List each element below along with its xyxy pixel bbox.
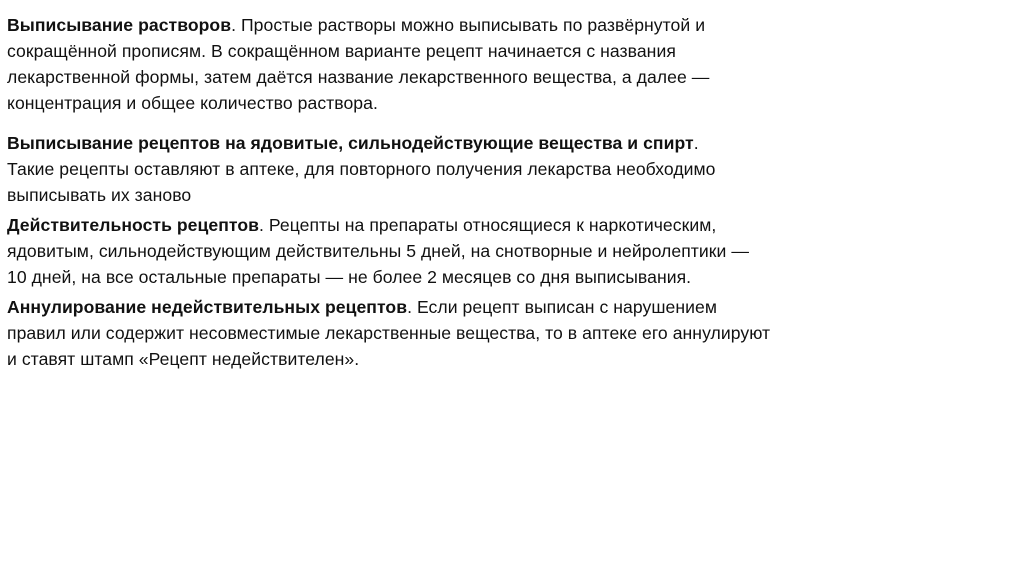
paragraph-heading: Выписывание рецептов на ядовитые, сильнодействующие вещества и спирт	[7, 133, 694, 153]
paragraph-heading: Выписывание растворов	[7, 15, 232, 35]
paragraph-cancellation	[7, 294, 777, 372]
paragraph-text: . Рецепты на препараты относящиеся к наркотическим, ядовитым, сильнодействующим действительны 5 дней, на снотворные и нейролептики — 10 дней, на все остальные препараты — не более 2 месяцев со дня выписывания.	[7, 215, 749, 287]
paragraph-validity	[7, 212, 767, 290]
paragraph-heading: Действительность рецептов	[7, 215, 259, 235]
slide-content	[7, 12, 777, 372]
paragraph-solutions	[7, 12, 752, 116]
paragraph-heading: Аннулирование недействительных рецептов	[7, 297, 408, 317]
paragraph-text: . Простые растворы можно выписывать по развёрнутой и сокращённой прописям. В сокращённом варианте рецепт начинается с названия лекарственной формы, затем даётся название лекарственного вещества, а далее — концентрация и общее количество раствора.	[7, 15, 710, 113]
paragraph-text: . Такие рецепты оставляют в аптеке, для повторного получения лекарства необходимо выписывать их заново	[7, 133, 716, 205]
paragraph-poisonous-substances	[7, 130, 732, 208]
paragraph-text: . Если рецепт выписан с нарушением правил или содержит несовместимые лекарственные вещества, то в аптеке его аннулируют и ставят штамп «Рецепт недействителен».	[7, 297, 771, 369]
